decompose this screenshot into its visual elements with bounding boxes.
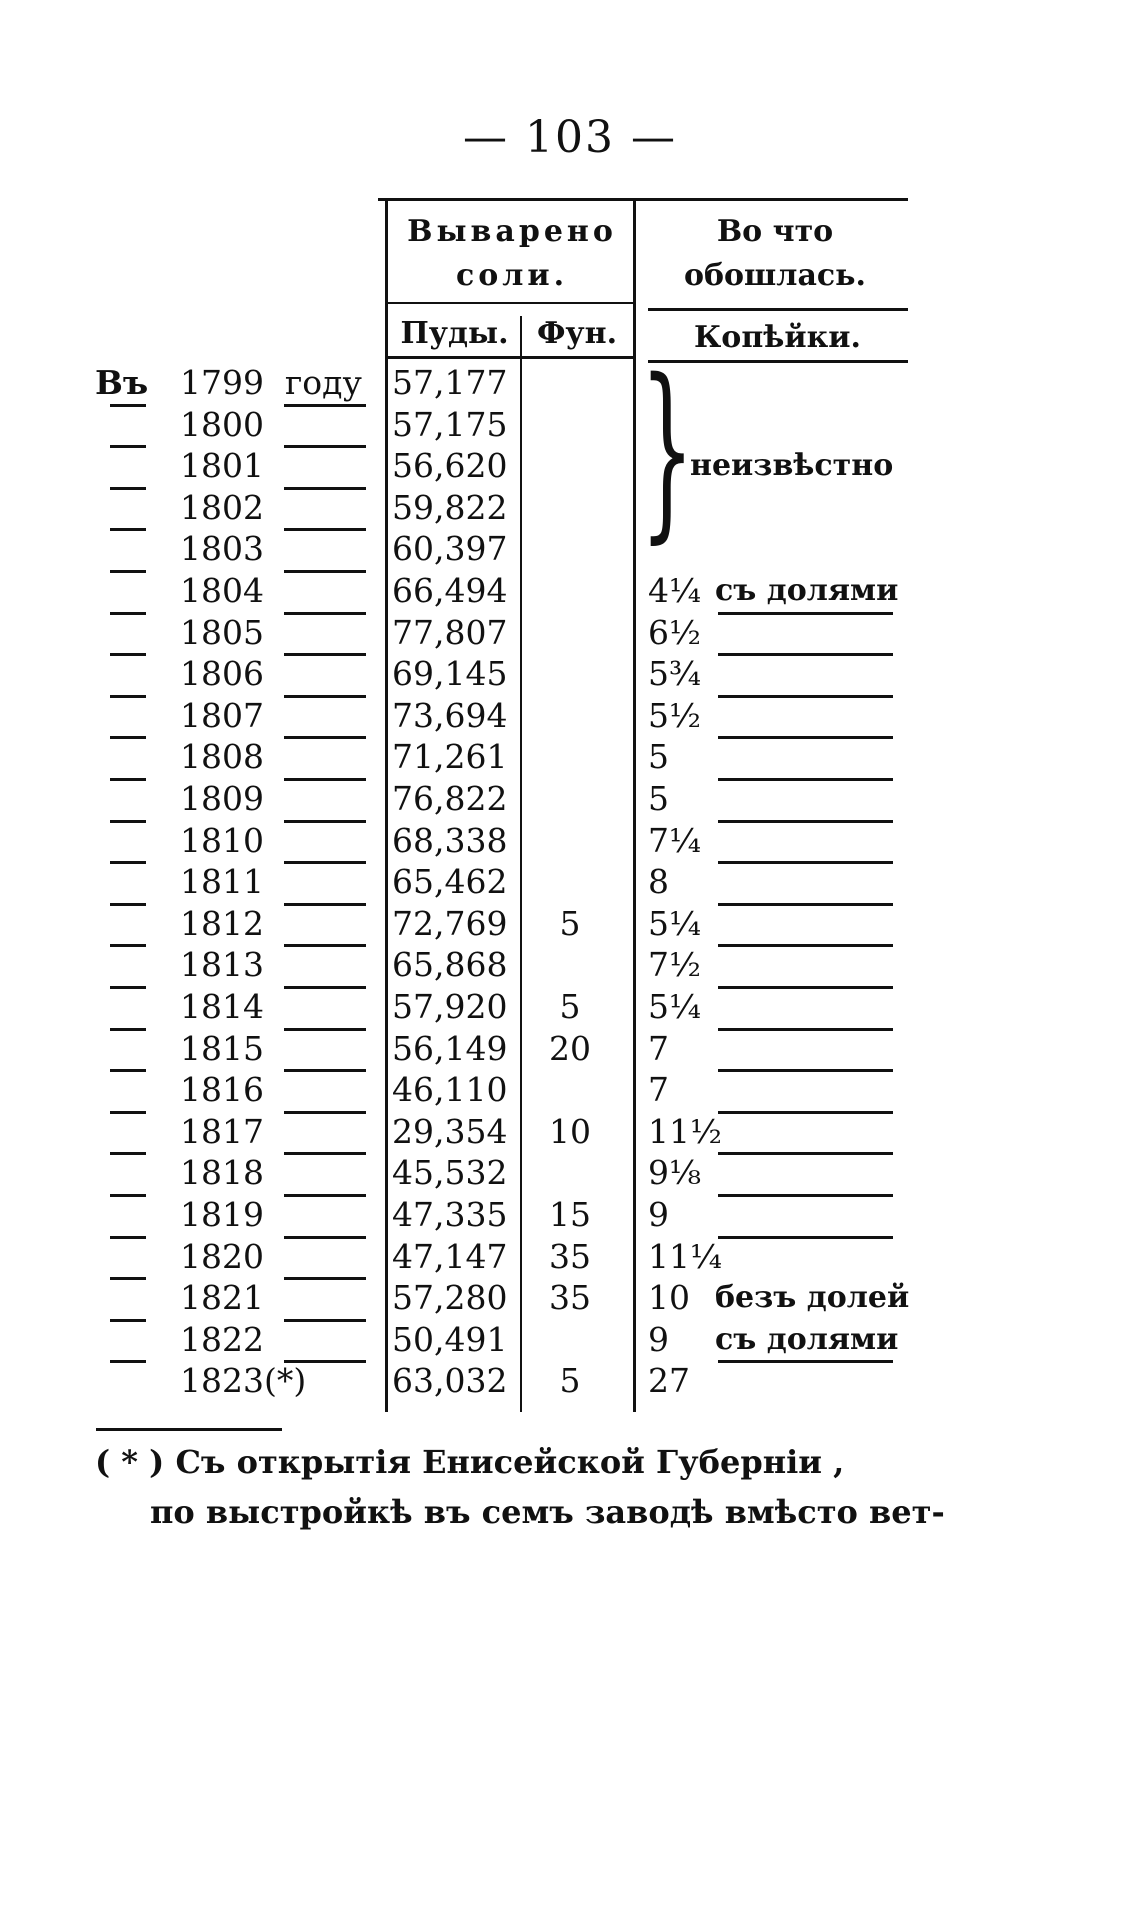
row-pounds: 35: [549, 1237, 591, 1276]
row-year: 1802: [180, 488, 264, 527]
row-poods: 50,491: [392, 1320, 508, 1359]
row-year: 1819: [180, 1195, 264, 1234]
row-year: 1806: [180, 654, 264, 693]
table-row: [0, 1028, 1140, 1069]
table-row: [0, 653, 1140, 694]
row-kopecks: 11¼: [648, 1237, 722, 1276]
table-row: [0, 445, 1140, 486]
row-pounds: 15: [549, 1195, 591, 1234]
row-pounds: 5: [559, 904, 581, 943]
row-poods: 46,110: [392, 1070, 508, 1109]
row-year: 1799: [180, 363, 264, 402]
salt-header-rule: [385, 302, 633, 304]
row-pounds: 35: [549, 1278, 591, 1317]
row-kopecks: 11½: [648, 1112, 722, 1151]
row-kopecks: 5½: [648, 696, 701, 735]
table-row: [0, 1277, 1140, 1318]
row-kopecks: 9: [648, 1195, 669, 1234]
table-row: [0, 1111, 1140, 1152]
row-poods: 65,462: [392, 862, 508, 901]
row-kopecks: 5: [648, 779, 669, 818]
row-poods: 57,177: [392, 363, 508, 402]
row-poods: 56,149: [392, 1029, 508, 1068]
row-poods: 45,532: [392, 1153, 508, 1192]
table-row: [0, 1152, 1140, 1193]
table-row: [0, 1319, 1140, 1360]
row-year: 1808: [180, 737, 264, 776]
footnote-line-1: ( * ) Съ открытія Енисейской Губерніи ,: [95, 1443, 845, 1481]
unknown-note: неизвѣстно: [690, 448, 894, 483]
header-pounds: Фун.: [536, 316, 618, 351]
row-poods: 68,338: [392, 821, 508, 860]
table-row: [0, 778, 1140, 819]
table-row: [0, 528, 1140, 569]
row-poods: 47,147: [392, 1237, 508, 1276]
row-kopecks: 7¼: [648, 821, 701, 860]
header-poods: Пуды.: [400, 316, 509, 351]
row-poods: 69,145: [392, 654, 508, 693]
footnote-line-2: по выстройкѣ въ семъ заводѣ вмѣсто вет-: [150, 1493, 945, 1531]
table-row: [0, 986, 1140, 1027]
row-kopecks: 4¼: [648, 571, 701, 610]
table-row: [0, 1360, 1140, 1401]
row-poods: 66,494: [392, 571, 508, 610]
row-poods: 47,335: [392, 1195, 508, 1234]
row-poods: 59,822: [392, 488, 508, 527]
row-kopecks: 10: [648, 1278, 690, 1317]
row-year: 1803: [180, 529, 264, 568]
row-poods: 73,694: [392, 696, 508, 735]
row-year: 1817: [180, 1112, 264, 1151]
row-kopecks: 5¼: [648, 987, 701, 1026]
row-poods: 65,868: [392, 945, 508, 984]
row-year: 1815: [180, 1029, 264, 1068]
row-year: 1811: [180, 862, 264, 901]
row-year: 1816: [180, 1070, 264, 1109]
row-kopecks: 5¾: [648, 654, 701, 693]
table-row: [0, 903, 1140, 944]
header-boiled-salt: Выварено соли.: [407, 214, 617, 293]
table-row: [0, 736, 1140, 777]
row-poods: 57,280: [392, 1278, 508, 1317]
row-kopecks: 6½: [648, 613, 701, 652]
row-kopecks: 5: [648, 737, 669, 776]
row-pounds: 5: [559, 987, 581, 1026]
row-kopecks: 7½: [648, 945, 701, 984]
row-poods: 57,175: [392, 405, 508, 444]
table-row: [0, 820, 1140, 861]
row-year: 1807: [180, 696, 264, 735]
cost-header-rule: [648, 308, 908, 311]
row-year: 1805: [180, 613, 264, 652]
row-poods: 72,769: [392, 904, 508, 943]
row-poods: 56,620: [392, 446, 508, 485]
row-prefix: Въ: [95, 363, 149, 402]
header-kopecks: Копѣйки.: [694, 320, 861, 355]
row-pounds: 5: [559, 1361, 581, 1400]
row-poods: 29,354: [392, 1112, 508, 1151]
footnote-rule: [96, 1428, 282, 1431]
header-cost: Во что обошлась.: [684, 214, 866, 293]
page-number: — 103 —: [463, 112, 677, 163]
row-year: 1809: [180, 779, 264, 818]
table-row: [0, 404, 1140, 445]
table-row: [0, 1236, 1140, 1277]
row-kopecks: 9⅛: [648, 1153, 701, 1192]
table-row: [0, 944, 1140, 985]
row-year: 1822: [180, 1320, 264, 1359]
row-year: 1801: [180, 446, 264, 485]
brace-symbol: }: [640, 339, 695, 560]
row-kopecks: 9: [648, 1320, 669, 1359]
row-kopecks: 8: [648, 862, 669, 901]
row-kopecks: 7: [648, 1029, 669, 1068]
table-row: [0, 362, 1140, 403]
row-note: съ долями: [715, 573, 899, 608]
row-year: 1800: [180, 405, 264, 444]
table-row: [0, 1069, 1140, 1110]
row-year: 1821: [180, 1278, 264, 1317]
row-poods: 63,032: [392, 1361, 508, 1400]
row-poods: 77,807: [392, 613, 508, 652]
row-kopecks: 27: [648, 1361, 690, 1400]
row-poods: 60,397: [392, 529, 508, 568]
table-row: [0, 861, 1140, 902]
row-year: 1810: [180, 821, 264, 860]
row-kopecks: 5¼: [648, 904, 701, 943]
row-pounds: 20: [549, 1029, 591, 1068]
row-poods: 76,822: [392, 779, 508, 818]
table-row: [0, 487, 1140, 528]
row-year: 1804: [180, 571, 264, 610]
row-pounds: 10: [549, 1112, 591, 1151]
row-note: безъ долей: [715, 1280, 910, 1315]
row-year: 1820: [180, 1237, 264, 1276]
table-row: [0, 570, 1140, 611]
row-note: съ долями: [715, 1322, 899, 1357]
row-kopecks: 7: [648, 1070, 669, 1109]
table-row: [0, 1194, 1140, 1235]
row-year: 1823(*): [180, 1361, 307, 1400]
row-year: 1812: [180, 904, 264, 943]
table-row: [0, 612, 1140, 653]
row-year: 1814: [180, 987, 264, 1026]
row-poods: 57,920: [392, 987, 508, 1026]
row-year: 1818: [180, 1153, 264, 1192]
row-year: 1813: [180, 945, 264, 984]
table-top-rule: [378, 198, 908, 201]
row-poods: 71,261: [392, 737, 508, 776]
row-suffix: году: [285, 363, 362, 402]
table-row: [0, 695, 1140, 736]
unit-header-rule-left: [385, 356, 633, 359]
